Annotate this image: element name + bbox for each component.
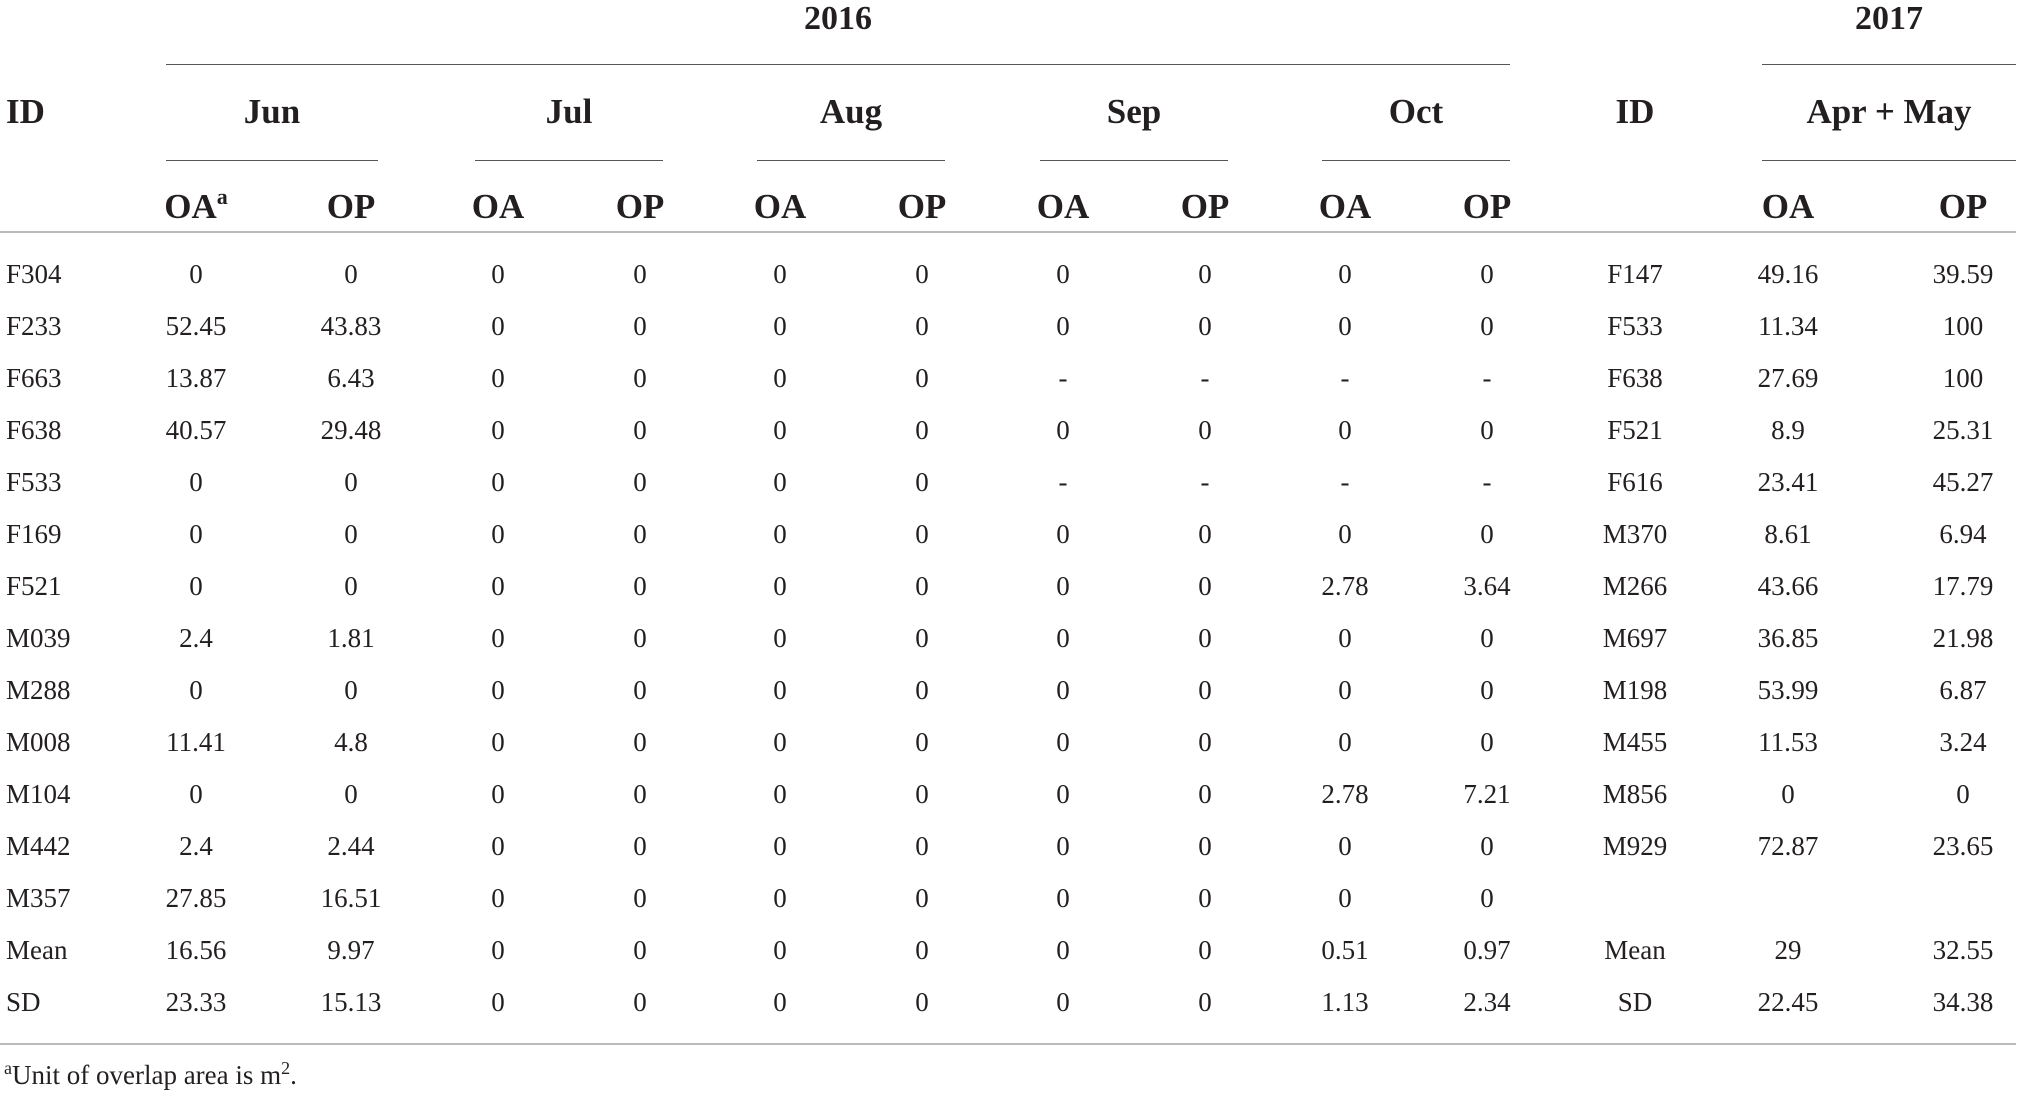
table-cell: 0 bbox=[773, 935, 787, 965]
table-cell: 2.78 bbox=[1321, 571, 1369, 601]
table-cell: 0 bbox=[915, 831, 929, 861]
footnote-superscript: 2 bbox=[281, 1058, 291, 1078]
footnote-end: . bbox=[290, 1060, 297, 1090]
row-id-2017: Mean bbox=[1604, 935, 1666, 965]
table-cell: 0 bbox=[491, 623, 505, 653]
id-header-2017: ID bbox=[1615, 92, 1655, 131]
table-cell: 0 bbox=[773, 623, 787, 653]
table-cell: 0 bbox=[773, 259, 787, 289]
row-id: F304 bbox=[6, 259, 62, 289]
table-cell-oa-2017: 72.87 bbox=[1757, 831, 1819, 861]
table-cell: 0 bbox=[344, 571, 358, 601]
table-cell: 0 bbox=[1198, 623, 1212, 653]
id-header: ID bbox=[6, 92, 45, 131]
table-cell: 0 bbox=[773, 883, 787, 913]
table-cell-oa-2017: 36.85 bbox=[1757, 623, 1819, 653]
footnote-mark: a bbox=[4, 1058, 12, 1078]
row-id-2017: M697 bbox=[1602, 623, 1668, 653]
table-cell-op-2017: 21.98 bbox=[1932, 623, 1994, 653]
table-cell: 2.44 bbox=[327, 831, 375, 861]
table-cell: 0 bbox=[915, 571, 929, 601]
table-cell: 0 bbox=[1198, 571, 1212, 601]
table-cell: 0 bbox=[491, 727, 505, 757]
table-cell: 0 bbox=[189, 779, 203, 809]
table-cell: 0.97 bbox=[1463, 935, 1511, 965]
table-cell: 0 bbox=[633, 571, 647, 601]
table-cell: 0 bbox=[491, 311, 505, 341]
table-cell: 0 bbox=[1480, 831, 1494, 861]
table-cell: 0 bbox=[1480, 259, 1494, 289]
table-cell: 0 bbox=[633, 519, 647, 549]
table-cell: 29.48 bbox=[320, 415, 382, 445]
table-cell: 0 bbox=[1338, 727, 1352, 757]
row-id: F233 bbox=[6, 311, 62, 341]
table-cell-oa-2017: 0 bbox=[1781, 779, 1795, 809]
table-cell: 1.13 bbox=[1321, 987, 1369, 1017]
table-cell: 0 bbox=[491, 571, 505, 601]
table-cell-op-2017: 6.87 bbox=[1939, 675, 1987, 705]
table-cell: 0 bbox=[915, 623, 929, 653]
month-header-aug: Aug bbox=[819, 92, 883, 131]
table-cell: 0 bbox=[773, 779, 787, 809]
table-cell: 52.45 bbox=[165, 311, 227, 341]
table-cell: 0 bbox=[344, 519, 358, 549]
table-cell-oa-2017: 23.41 bbox=[1757, 467, 1819, 497]
sub-header-op-apr-may: OP bbox=[1938, 187, 1988, 226]
year-2016-rule bbox=[166, 64, 1510, 65]
table-cell: 0 bbox=[1338, 831, 1352, 861]
table-cell: 6.43 bbox=[327, 363, 375, 393]
table-cell: 0 bbox=[633, 623, 647, 653]
table-row bbox=[0, 566, 2019, 606]
table-cell: 0 bbox=[633, 363, 647, 393]
table-cell: 0 bbox=[1056, 987, 1070, 1017]
table-cell-op-2017: 34.38 bbox=[1932, 987, 1994, 1017]
table-cell: 0 bbox=[1198, 727, 1212, 757]
table-cell: 0 bbox=[915, 311, 929, 341]
table-cell-oa-2017: 22.45 bbox=[1757, 987, 1819, 1017]
row-id: SD bbox=[6, 987, 41, 1017]
table-cell-op-2017: 17.79 bbox=[1932, 571, 1994, 601]
table-row bbox=[0, 462, 2019, 502]
table-cell: 0 bbox=[491, 467, 505, 497]
table-cell: 0 bbox=[633, 727, 647, 757]
table-cell: 7.21 bbox=[1463, 779, 1511, 809]
month-header-sep: Sep bbox=[1106, 92, 1162, 131]
table-cell: 0 bbox=[1480, 675, 1494, 705]
table-cell: 0 bbox=[1198, 675, 1212, 705]
table-cell: 15.13 bbox=[320, 987, 382, 1017]
table-cell: 0 bbox=[915, 883, 929, 913]
table-cell: 0 bbox=[491, 779, 505, 809]
table-cell: 0 bbox=[915, 259, 929, 289]
table-cell: 0 bbox=[915, 415, 929, 445]
table-cell: 2.78 bbox=[1321, 779, 1369, 809]
table-cell: 0 bbox=[915, 675, 929, 705]
table-cell-oa-2017: 11.53 bbox=[1758, 727, 1818, 757]
row-id-2017: F533 bbox=[1607, 311, 1663, 341]
table-cell: 40.57 bbox=[165, 415, 227, 445]
sub-header-oa-label: OA bbox=[164, 187, 217, 226]
table-cell-oa-2017: 49.16 bbox=[1757, 259, 1819, 289]
table-cell-op-2017: 39.59 bbox=[1932, 259, 1994, 289]
table-cell: 0 bbox=[1056, 831, 1070, 861]
table-cell: 0 bbox=[1198, 987, 1212, 1017]
table-cell: 0 bbox=[1480, 623, 1494, 653]
table-cell: 0 bbox=[1338, 883, 1352, 913]
year-2017-rule bbox=[1762, 64, 2016, 65]
table-cell: 0 bbox=[1056, 675, 1070, 705]
footnote bbox=[4, 1058, 297, 1092]
table-cell: - bbox=[1340, 363, 1350, 393]
table-cell: 0 bbox=[1480, 311, 1494, 341]
table-cell: 0 bbox=[1056, 623, 1070, 653]
table-cell: 4.8 bbox=[334, 727, 368, 757]
table-cell: 0 bbox=[344, 467, 358, 497]
table-cell: 0 bbox=[491, 935, 505, 965]
table-cell: 0 bbox=[189, 571, 203, 601]
month-rule-oct bbox=[1322, 160, 1510, 161]
row-id-2017: M370 bbox=[1602, 519, 1668, 549]
table-cell: 0 bbox=[915, 987, 929, 1017]
row-id-2017: SD bbox=[1617, 987, 1653, 1017]
sub-header-op-aug: OP bbox=[897, 187, 947, 226]
table-cell: 0 bbox=[633, 675, 647, 705]
table-cell: 0 bbox=[915, 935, 929, 965]
row-id: M104 bbox=[6, 779, 71, 809]
table-row bbox=[0, 930, 2019, 970]
month-header-jul: Jul bbox=[545, 92, 593, 131]
row-id: M357 bbox=[6, 883, 71, 913]
table-cell: 16.51 bbox=[320, 883, 382, 913]
table-row bbox=[0, 982, 2019, 1022]
table-cell: 0 bbox=[1056, 779, 1070, 809]
row-id-2017: M856 bbox=[1602, 779, 1668, 809]
table-cell: 0 bbox=[633, 259, 647, 289]
header-bottom-rule bbox=[0, 231, 2016, 233]
row-id-2017: F638 bbox=[1607, 363, 1663, 393]
table-cell: 0 bbox=[1480, 415, 1494, 445]
table-cell: 0 bbox=[773, 519, 787, 549]
table-cell: 0 bbox=[1056, 415, 1070, 445]
table-row bbox=[0, 670, 2019, 710]
sub-header-op-oct: OP bbox=[1462, 187, 1512, 226]
row-id: M442 bbox=[6, 831, 71, 861]
table-cell: 0 bbox=[344, 675, 358, 705]
table-cell: 11.41 bbox=[166, 727, 226, 757]
table-cell: 27.85 bbox=[165, 883, 227, 913]
row-id: F663 bbox=[6, 363, 62, 393]
table-cell: 0 bbox=[189, 675, 203, 705]
table-cell: - bbox=[1340, 467, 1350, 497]
sub-header-op-sep: OP bbox=[1180, 187, 1230, 226]
footnote-text: Unit of overlap area is m bbox=[12, 1060, 282, 1090]
month-rule-sep bbox=[1040, 160, 1228, 161]
row-id-2017: F147 bbox=[1607, 259, 1663, 289]
row-id: Mean bbox=[6, 935, 68, 965]
table-cell: 13.87 bbox=[165, 363, 227, 393]
table-cell: 0 bbox=[915, 519, 929, 549]
table-cell: 0 bbox=[1198, 935, 1212, 965]
sub-header-oa-jun bbox=[136, 183, 256, 231]
month-rule-jun bbox=[166, 160, 378, 161]
table-cell: 0 bbox=[633, 987, 647, 1017]
table-cell: 0 bbox=[1056, 883, 1070, 913]
row-id-2017: M929 bbox=[1602, 831, 1668, 861]
table-cell: 0 bbox=[1056, 311, 1070, 341]
table-cell: 0 bbox=[1056, 935, 1070, 965]
month-rule-jul bbox=[475, 160, 663, 161]
row-id: F521 bbox=[6, 571, 62, 601]
table-cell: 0 bbox=[491, 987, 505, 1017]
year-header-2016: 2016 bbox=[804, 0, 872, 37]
table-cell: 0 bbox=[1198, 779, 1212, 809]
table-row bbox=[0, 254, 2019, 294]
table-row bbox=[0, 306, 2019, 346]
table-row bbox=[0, 618, 2019, 658]
table-row bbox=[0, 358, 2019, 398]
table-cell: 0 bbox=[915, 779, 929, 809]
year-header-2017: 2017 bbox=[1855, 0, 1923, 37]
month-header-apr-may: Apr + May bbox=[1806, 92, 1972, 131]
table-cell: 23.33 bbox=[165, 987, 227, 1017]
table-cell: 0 bbox=[491, 415, 505, 445]
table-cell: 0 bbox=[915, 467, 929, 497]
row-id: M288 bbox=[6, 675, 71, 705]
table-cell: 0 bbox=[491, 259, 505, 289]
footnote-mark: a bbox=[216, 184, 228, 209]
table-cell: 0 bbox=[633, 415, 647, 445]
table-cell-op-2017: 3.24 bbox=[1939, 727, 1987, 757]
sub-header-oa-sep: OA bbox=[1036, 187, 1090, 226]
table-cell: 1.81 bbox=[327, 623, 375, 653]
table-cell-op-2017 bbox=[1903, 878, 2019, 918]
table-cell-op-2017: 32.55 bbox=[1932, 935, 1994, 965]
table-cell: 0 bbox=[773, 363, 787, 393]
table-cell: 0 bbox=[189, 467, 203, 497]
table-row bbox=[0, 826, 2019, 866]
row-id-2017 bbox=[1575, 878, 1695, 918]
table-cell: 0 bbox=[491, 675, 505, 705]
table-cell: 0 bbox=[633, 467, 647, 497]
row-id: F638 bbox=[6, 415, 62, 445]
table-cell: 0 bbox=[344, 259, 358, 289]
table-cell: 0 bbox=[1480, 519, 1494, 549]
table-cell-oa-2017: 53.99 bbox=[1757, 675, 1819, 705]
table-cell-op-2017: 45.27 bbox=[1932, 467, 1994, 497]
table-cell: 0 bbox=[1056, 571, 1070, 601]
table-cell: 0 bbox=[773, 571, 787, 601]
table-cell: 0 bbox=[1480, 727, 1494, 757]
table-cell: 2.4 bbox=[179, 831, 213, 861]
row-id-2017: M266 bbox=[1602, 571, 1668, 601]
sub-header-op-jul: OP bbox=[615, 187, 665, 226]
table-cell: 2.34 bbox=[1463, 987, 1511, 1017]
table-cell-oa-2017: 11.34 bbox=[1758, 311, 1818, 341]
table-cell: 0 bbox=[491, 831, 505, 861]
sub-header-oa-jul: OA bbox=[471, 187, 525, 226]
table-cell: 0 bbox=[773, 987, 787, 1017]
table-cell: - bbox=[1482, 467, 1492, 497]
table-cell-oa-2017: 8.9 bbox=[1771, 415, 1805, 445]
row-id-2017: M198 bbox=[1602, 675, 1668, 705]
table-cell: 0 bbox=[915, 363, 929, 393]
table-cell-oa-2017: 27.69 bbox=[1757, 363, 1819, 393]
table-cell: 0 bbox=[1198, 883, 1212, 913]
table-cell: 0 bbox=[773, 831, 787, 861]
month-header-oct: Oct bbox=[1388, 92, 1444, 131]
table-cell: 0 bbox=[633, 935, 647, 965]
table-cell: 3.64 bbox=[1463, 571, 1511, 601]
table-cell-op-2017: 6.94 bbox=[1939, 519, 1987, 549]
table-cell: - bbox=[1058, 467, 1068, 497]
table-cell-op-2017: 100 bbox=[1942, 363, 1984, 393]
month-rule-apr-may bbox=[1762, 160, 2016, 161]
sub-header-oa-oct: OA bbox=[1318, 187, 1372, 226]
table-cell: 0 bbox=[1338, 675, 1352, 705]
table-cell: 0 bbox=[773, 727, 787, 757]
table-cell-op-2017: 0 bbox=[1956, 779, 1970, 809]
table-cell-op-2017: 25.31 bbox=[1932, 415, 1994, 445]
table-cell: 0 bbox=[773, 311, 787, 341]
table-cell: 0 bbox=[1198, 519, 1212, 549]
table-cell: 0 bbox=[1338, 311, 1352, 341]
table-cell: 0 bbox=[491, 883, 505, 913]
table-row bbox=[0, 722, 2019, 762]
table-cell: 0.51 bbox=[1321, 935, 1369, 965]
month-rule-aug bbox=[757, 160, 945, 161]
table-cell-op-2017: 100 bbox=[1942, 311, 1984, 341]
table-cell: 0 bbox=[1198, 415, 1212, 445]
table-cell: 0 bbox=[633, 311, 647, 341]
table-cell: 0 bbox=[633, 831, 647, 861]
month-header-jun: Jun bbox=[243, 92, 301, 131]
table-cell: 0 bbox=[633, 883, 647, 913]
row-id-2017: F616 bbox=[1607, 467, 1663, 497]
table-cell: 0 bbox=[773, 675, 787, 705]
table-cell: - bbox=[1482, 363, 1492, 393]
table-cell: 0 bbox=[633, 779, 647, 809]
table-cell: 43.83 bbox=[320, 311, 382, 341]
row-id-2017: F521 bbox=[1607, 415, 1663, 445]
table-cell: 0 bbox=[1056, 259, 1070, 289]
table-cell: 9.97 bbox=[327, 935, 375, 965]
table-cell: 2.4 bbox=[179, 623, 213, 653]
table-cell: 0 bbox=[773, 415, 787, 445]
row-id: F169 bbox=[6, 519, 62, 549]
table-cell: 0 bbox=[1480, 883, 1494, 913]
table-cell: - bbox=[1200, 363, 1210, 393]
row-id-2017: M455 bbox=[1602, 727, 1668, 757]
table-cell: 0 bbox=[491, 363, 505, 393]
table-cell: 0 bbox=[1198, 259, 1212, 289]
table-cell: 0 bbox=[1056, 727, 1070, 757]
table-cell: 0 bbox=[1056, 519, 1070, 549]
table-cell: 0 bbox=[915, 727, 929, 757]
table-cell: 0 bbox=[189, 519, 203, 549]
table-cell: 0 bbox=[491, 519, 505, 549]
table-cell: 16.56 bbox=[165, 935, 227, 965]
table-cell: 0 bbox=[189, 259, 203, 289]
table-cell: 0 bbox=[1338, 623, 1352, 653]
row-id: M039 bbox=[6, 623, 71, 653]
table-cell-oa-2017: 29 bbox=[1774, 935, 1802, 965]
row-id: F533 bbox=[6, 467, 62, 497]
table-row bbox=[0, 878, 2019, 918]
row-id: M008 bbox=[6, 727, 71, 757]
table-cell: 0 bbox=[344, 779, 358, 809]
table-cell: 0 bbox=[1198, 831, 1212, 861]
sub-header-op-jun: OP bbox=[326, 187, 376, 226]
table-cell: 0 bbox=[1338, 259, 1352, 289]
sub-header-oa-aug: OA bbox=[753, 187, 807, 226]
table-cell: 0 bbox=[1338, 519, 1352, 549]
table-cell: 0 bbox=[1198, 311, 1212, 341]
table-row bbox=[0, 410, 2019, 450]
table-cell: 0 bbox=[1338, 415, 1352, 445]
table-row bbox=[0, 774, 2019, 814]
table-cell-oa-2017: 43.66 bbox=[1757, 571, 1819, 601]
table-cell-oa-2017 bbox=[1728, 878, 1848, 918]
table-cell-oa-2017: 8.61 bbox=[1764, 519, 1812, 549]
sub-header-oa-apr-may: OA bbox=[1761, 187, 1815, 226]
table-cell: - bbox=[1200, 467, 1210, 497]
table-bottom-rule bbox=[0, 1043, 2016, 1045]
table-cell: 0 bbox=[773, 467, 787, 497]
table-row bbox=[0, 514, 2019, 554]
table-cell-op-2017: 23.65 bbox=[1932, 831, 1994, 861]
table-cell: - bbox=[1058, 363, 1068, 393]
